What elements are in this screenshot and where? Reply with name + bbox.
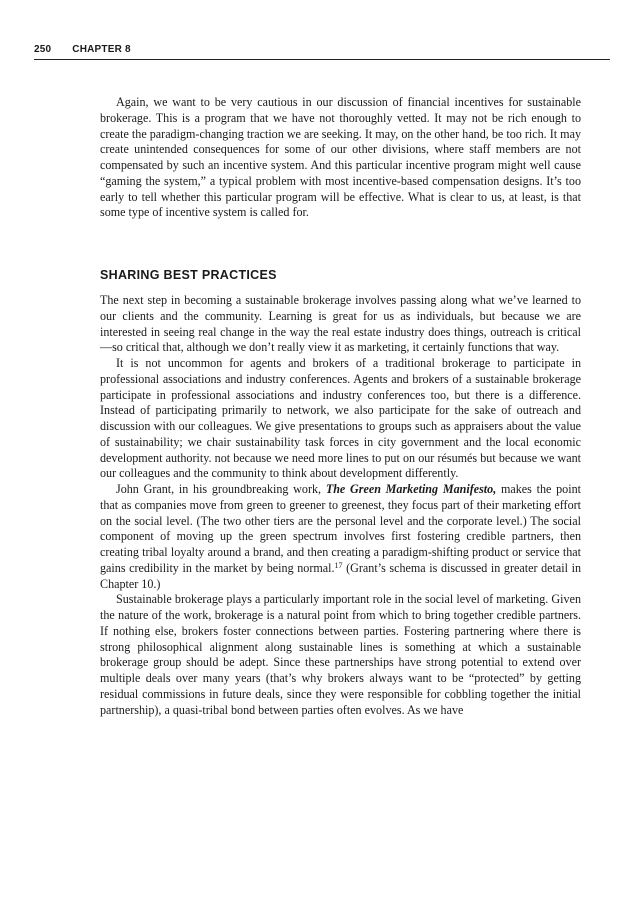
grant-text-after-footnote: (Grant’s schema is discussed in greater detail in Chapter 10.)	[100, 560, 581, 591]
grant-text-after-title: makes the point that as companies move from green to greener to greenest, they focus part of their marketing effort on the social level. (The two other tiers are the personal level and the corporate level.) The social component of moving up the green spectrum involves first fostering credible partners, then creating tribal loyalty around a brand, and then creating a paradigm-shifting product or service that gains credibility in the market by being normal.	[100, 482, 581, 575]
paragraph-social-level: Sustainable brokerage plays a particularly important role in the social level of marketing. Given the nature of the work, brokerage is a natural point from which to bring together credible partners. If nothing else, brokers foster connections between parties. Fostering partnering where there is strong philosophical alignment along sustainable lines is something at which a sustainable brokerage group should be adept. Since these partnerships have strong potential to extend over multiple deals over many years (that’s why brokers always want to be “protected” by getting residual commissions in future deals, since they were responsible for cobbling together the initial partnership), a quasi-tribal bond between parties often evolves. As we have	[100, 592, 581, 717]
section-body	[100, 293, 581, 718]
grant-text-before-title: John Grant, in his groundbreaking work,	[116, 482, 326, 496]
paragraph-john-grant	[100, 482, 581, 592]
running-head	[34, 43, 610, 60]
section-heading: SHARING BEST PRACTICES	[100, 268, 277, 282]
chapter-label: CHAPTER 8	[72, 44, 131, 55]
paragraph-next-step: The next step in becoming a sustainable brokerage involves passing along what we’ve learned to our clients and the community. Learning is great for us as individuals, but because we are interested in seeing real change in the way the real estate industry does things, outreach is critical—so critical that, although we don’t really view it as marketing, it certainly functions that way.	[100, 293, 581, 355]
intro-text-block	[100, 95, 581, 221]
footnote-ref[interactable]: 17	[334, 560, 343, 570]
page-number: 250	[34, 44, 52, 55]
intro-paragraph: Again, we want to be very cautious in our discussion of financial incentives for sustainable brokerage. This is a program that we have not thoroughly vetted. It may not be rich enough to create the paradigm-changing traction we are seeking. It may, on the other hand, be too rich. It may create unintended consequences for some of our other divisions, where staff members are not compensated by such an incentive system. And this particular incentive program might well cause “gaming the system,” a typical problem with most incentive-based compensation designs. It’s too early to tell whether this particular program will be effective. What is clear to us, at least, is that some type of incentive system is called for.	[100, 95, 581, 220]
paragraph-associations: It is not uncommon for agents and brokers of a traditional brokerage to participate in professional associations and industry conferences. Agents and brokers of a sustainable brokerage participate in professional associations and industry conferences too, but there is a difference. Instead of participating primarily to network, we also participate for the sake of outreach and discussion with our colleagues. We give presentations to groups such as appraisers about the value of sustainability; we chair sustainability task forces in city government and the local economic development authority. not because we need more lines to put on our résumés but because we want our colleagues and the community to think about development differently.	[100, 356, 581, 481]
book-title: The Green Marketing Manifesto,	[325, 482, 497, 496]
